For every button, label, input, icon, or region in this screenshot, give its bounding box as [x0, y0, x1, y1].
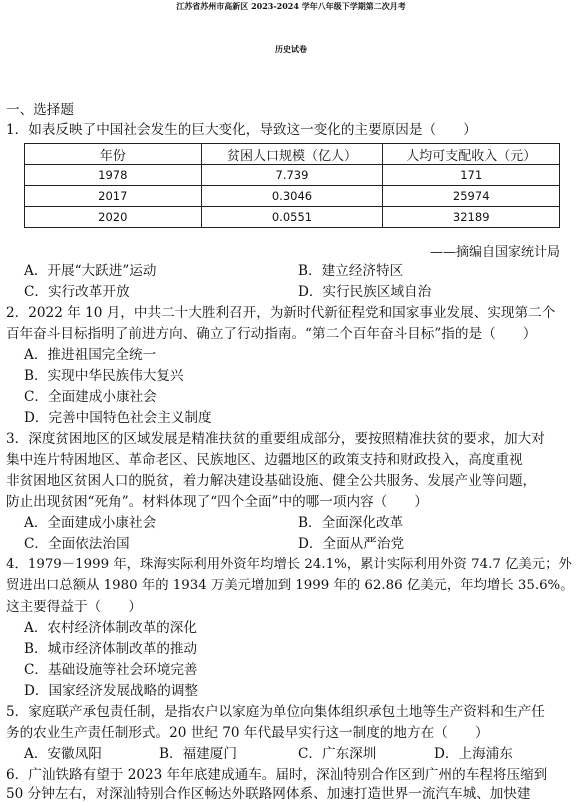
question-4-line: 这主要得益于（ ）	[6, 599, 142, 615]
table-cell: 2017	[25, 186, 202, 207]
table-cell: 32189	[383, 207, 560, 228]
table-header-cell: 贫困人口规模（亿人）	[201, 144, 383, 165]
option-c: C．广东深圳	[298, 746, 377, 762]
option-b: B．福建厦门	[159, 746, 237, 762]
option-a: A．全面建成小康社会	[24, 515, 157, 531]
option-c: C．全面建成小康社会	[24, 389, 157, 405]
statistics-table	[24, 143, 560, 228]
exam-subtitle: 历史试卷	[275, 44, 307, 54]
option-b: B．城市经济体制改革的推动	[24, 641, 198, 657]
question-4-line: 贸进出口总额从 1980 年的 1934 万美元增加到 1999 年的 62.86 亿美元，年均增长 35.6%。	[6, 578, 574, 593]
question-1-stem: 1．如表反映了中国社会发生的巨大变化，导致这一变化的主要原因是（ ）	[6, 122, 477, 138]
table-cell: 171	[383, 165, 560, 186]
option-c: C．基础设施等社会环境完善	[24, 662, 198, 678]
table-source: ——摘编自国家统计局	[429, 245, 560, 260]
table-cell: 2020	[25, 207, 202, 228]
option-a: A．推进祖国完全统一	[24, 347, 157, 363]
question-3-line: 非贫困地区贫困人口的脱贫，着力解决建设基础设施、健全公共服务、发展产业等问题，	[6, 473, 537, 489]
table-row	[25, 186, 560, 207]
option-a: A．安徽凤阳	[24, 746, 102, 762]
option-d: D．全面从严治党	[298, 536, 405, 552]
option-d: D．上海浦东	[434, 746, 513, 762]
option-b: B．全面深化改革	[298, 515, 404, 531]
question-3-line: 3．深度贫困地区的区域发展是精准扶贫的重要组成部分，要按照精准扶贫的要求，加大对	[6, 431, 545, 447]
table-row	[25, 207, 560, 228]
table-header-cell: 年份	[25, 144, 202, 165]
option-c: C．全面依法治国	[24, 536, 130, 552]
question-5-line: 务的农业生产责任制形式。20 世纪 70 年代最早实行这一制度的地方在（ ）	[6, 725, 489, 741]
question-5-line: 5．家庭联产承包责任制，是指农户以家庭为单位向集体组织承包土地等生产资料和生产任	[6, 704, 545, 720]
option-b: B．建立经济特区	[298, 263, 404, 279]
table-cell: 25974	[383, 186, 560, 207]
question-3-line: 集中连片特困地区、革命老区、民族地区、边疆地区的政策支持和财政投入，高度重视	[6, 452, 523, 468]
option-a: A．开展“大跃进”运动	[24, 263, 157, 279]
table-cell: 0.0551	[201, 207, 383, 228]
option-b: B．实现中华民族伟大复兴	[24, 368, 184, 384]
question-3-line: 防止出现贫困“死角”。材料体现了“四个全面”中的哪一项内容（ ）	[6, 494, 429, 510]
question-2-line: 2．2022 年 10 月，中共二十大胜利召开，为新时代新征程党和国家事业发展、实现第二个	[6, 305, 556, 321]
table-row	[25, 165, 560, 186]
section-heading: 一、选择题	[6, 102, 74, 118]
table-header-row	[25, 144, 560, 165]
question-6-line: 6．广汕铁路有望于 2023 年年底建成通车。届时，深汕特别合作区到广州的车程将压缩到	[6, 767, 548, 783]
option-d: D．实行民族区域自治	[298, 284, 432, 300]
question-2-line: 百年奋斗目标指明了前进方向、确立了行动指南。“第二个百年奋斗目标”指的是（ ）	[6, 326, 537, 342]
option-c: C．实行改革开放	[24, 284, 130, 300]
table-cell: 1978	[25, 165, 202, 186]
question-6-line: 50 分钟左右，对深汕特别合作区畅达外联路网体系、加速打造世界一流汽车城、加快建	[6, 786, 531, 802]
question-4-line: 4．1979－1999 年，珠海实际利用外资年均增长 24.1%，累计实际利用外资 74.7 亿美元；外	[6, 557, 572, 572]
table-cell: 0.3046	[201, 186, 383, 207]
option-a: A．农村经济体制改革的深化	[24, 620, 197, 636]
option-d: D．完善中国特色社会主义制度	[24, 410, 212, 426]
table-header-cell: 人均可支配收入（元）	[383, 144, 560, 165]
option-d: D．国家经济发展战略的调整	[24, 683, 199, 699]
exam-title: 江苏省苏州市高新区 2023-2024 学年八年级下学期第二次月考	[176, 1, 406, 11]
table-cell: 7.739	[201, 165, 383, 186]
